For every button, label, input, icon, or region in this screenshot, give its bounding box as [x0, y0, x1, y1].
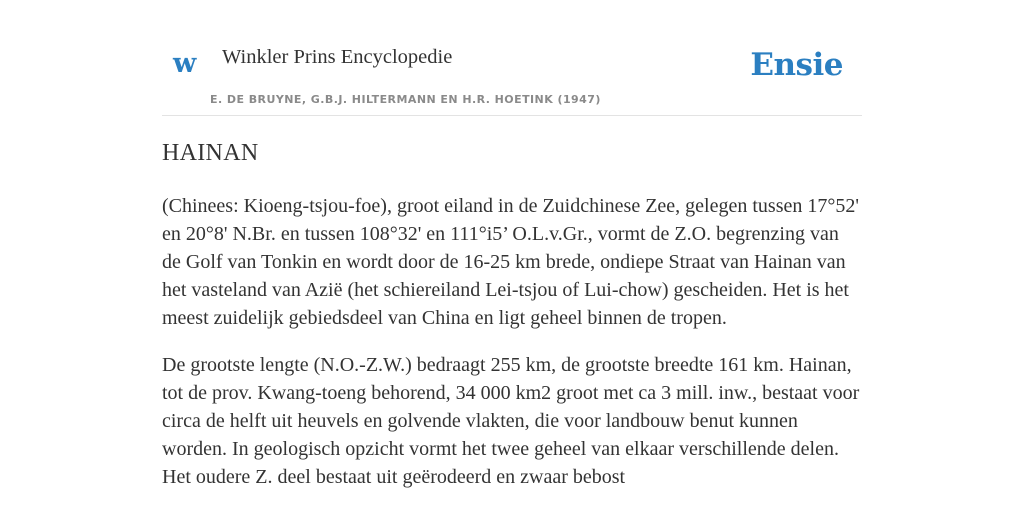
- article-title: HAINAN: [162, 140, 259, 166]
- article-body: [162, 192, 862, 510]
- page-container: [162, 0, 862, 488]
- source-title-link[interactable]: Winkler Prins Encyclopedie: [222, 46, 453, 68]
- source-authors: E. DE BRUYNE, G.B.J. HILTERMANN EN H.R. HOETINK (1947): [210, 93, 601, 106]
- source-header: [162, 0, 862, 116]
- article-paragraph: (Chinees: Kioeng-tsjou-foe), groot eiland in de Zuidchinese Zee, gelegen tussen 17°52' en 20°8' N.Br. en tussen 108°32' en 111°i5’ O.L.v.Gr., vormt de Z.O. begrenzing van de Golf van Tonkin en wordt door de 16-25 km brede, ondiepe Straat van Hainan van het vasteland van Azië (het schiereiland Lei-tsjou of Lui-chow) gescheiden. Het is het meest zuidelijk gebiedsdeel van China en ligt geheel binnen de tropen.: [162, 195, 859, 329]
- source-logo[interactable]: w: [173, 48, 197, 79]
- article-paragraph: De grootste lengte (N.O.-Z.W.) bedraagt 255 km, de grootste breedte 161 km. Hainan, tot de prov. Kwang-toeng behorend, 34 000 km2 groot met ca 3 mill. inw., bestaat voor circa de helft uit heuvels en golvende vlakten, die voor landbouw benut kunnen worden. In geologisch opzicht vormt het twee geheel van elkaar verschillende delen. Het oudere Z. deel bestaat uit geërodeerd en zwaar bebost: [162, 354, 860, 488]
- ensie-logo[interactable]: Ensie: [750, 47, 843, 83]
